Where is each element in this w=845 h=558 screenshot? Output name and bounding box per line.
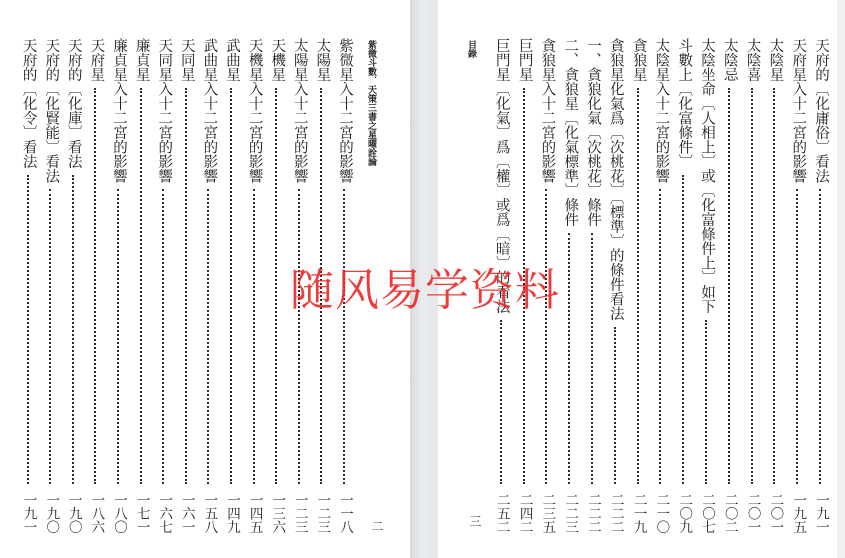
toc-leader-dots xyxy=(682,175,684,484)
toc-entry-title: 天機星入十二宮的影響 xyxy=(246,38,263,183)
running-header-left: 紫微斗數．天策三書之星曜詮論 xyxy=(366,40,376,166)
toc-entry-title: 太陰忌 xyxy=(721,38,738,82)
toc-entry xyxy=(18,0,40,558)
toc-entry xyxy=(85,0,107,558)
toc-entry-page: 一七一 xyxy=(133,493,150,534)
toc-entry-page: 一九〇 xyxy=(65,493,82,534)
toc-entry xyxy=(108,0,130,558)
toc-leader-dots xyxy=(27,175,29,484)
toc-entry xyxy=(559,0,581,558)
toc-leader-dots xyxy=(343,189,345,484)
toc-entry-title: 巨門星 xyxy=(516,38,533,82)
toc-leader-dots xyxy=(591,233,593,484)
toc-entry xyxy=(742,0,764,558)
toc-entry-page: 二四二 xyxy=(516,493,533,534)
toc-leader-dots xyxy=(72,175,74,484)
toc-entry xyxy=(176,0,198,558)
toc-leader-dots xyxy=(659,189,661,484)
toc-leader-dots xyxy=(500,320,502,484)
toc-entry-title: 武曲星入十二宮的影響 xyxy=(201,38,218,183)
toc-leader-dots xyxy=(275,88,277,484)
toc-entry-title: 太陽星 xyxy=(314,38,331,82)
toc-leader-dots xyxy=(796,189,798,484)
toc-entry-page: 一二三 xyxy=(291,493,308,534)
toc-entry-page: 二二二 xyxy=(607,493,624,534)
toc-entry-page: 一二三 xyxy=(314,493,331,534)
toc-entry-title: 廉貞星入十二宮的影響 xyxy=(111,38,127,183)
toc-entry xyxy=(198,0,220,558)
toc-entry-title: 天府星 xyxy=(88,38,105,82)
toc-entry-page: 一九一 xyxy=(813,493,829,534)
toc-entry xyxy=(266,0,288,558)
toc-entry-title: 天同星 xyxy=(178,38,195,82)
toc-leader-dots xyxy=(207,189,209,484)
running-header-right: 目錄 xyxy=(466,40,476,58)
toc-entry-title: 天機星 xyxy=(269,38,286,82)
toc-entry-title: 天府的〔化庸俗〕看法 xyxy=(813,38,829,183)
toc-entry-page: 二一九 xyxy=(630,493,647,534)
folio-left: 二 xyxy=(370,520,384,532)
toc-leader-dots xyxy=(117,189,119,484)
toc-leader-dots xyxy=(773,88,775,484)
toc-entry-page: 一五八 xyxy=(201,493,218,534)
toc-entry-page: 一八六 xyxy=(88,493,105,534)
toc-entry xyxy=(696,0,718,558)
toc-entry-page: 二〇九 xyxy=(676,493,693,534)
toc-leader-dots xyxy=(140,88,142,484)
toc-leader-dots xyxy=(751,88,753,484)
toc-entry-title: 天府的〔化庫〕看法 xyxy=(65,38,82,169)
toc-entry-title: 二、貪狼星〔化氣標準〕條件 xyxy=(562,38,579,227)
toc-leader-dots xyxy=(253,189,255,484)
toc-entry-title: 太陰星 xyxy=(767,38,784,82)
toc-entry-page: 一九〇 xyxy=(43,493,60,534)
toc-entry-page: 二〇一 xyxy=(744,493,761,534)
toc-leader-dots xyxy=(162,189,164,484)
toc-entry xyxy=(628,0,650,558)
toc-entry xyxy=(810,0,832,558)
toc-entry-page: 二五二 xyxy=(493,493,510,534)
toc-entry-title: 天同星入十二宮的影響 xyxy=(156,38,173,183)
toc-leader-dots xyxy=(568,233,570,484)
toc-entry-title: 天府的〔化賢能〕看法 xyxy=(43,38,60,183)
toc-entry-page: 一三六 xyxy=(269,493,286,534)
toc-leader-dots xyxy=(94,88,96,484)
toc-entry-page: 二三五 xyxy=(539,493,556,534)
toc-entry xyxy=(719,0,741,558)
toc-leader-dots xyxy=(545,189,547,484)
toc-entry-title: 貪狼星化氣爲〔次桃花〕〔標準〕的條件看法 xyxy=(607,38,624,321)
toc-entry-title: 廉貞星 xyxy=(133,38,150,82)
toc-entry-page: 一四九 xyxy=(224,493,240,534)
toc-entry xyxy=(153,0,175,558)
toc-entry-page: 一九一 xyxy=(20,493,37,534)
toc-entry xyxy=(582,0,604,558)
toc-entry-title: 一、貪狼化氣〔次桃花〕條件 xyxy=(585,38,601,227)
toc-entry-page: 二〇二 xyxy=(721,493,738,534)
toc-entry xyxy=(244,0,266,558)
folio-right: 三 xyxy=(468,515,482,527)
toc-leader-dots xyxy=(705,320,707,484)
toc-entry xyxy=(764,0,786,558)
toc-entry-title: 巨門星〔化氣〕爲〔權〕或爲〔暗〕的看法 xyxy=(493,38,510,314)
toc-entry-title: 武曲星 xyxy=(224,38,240,82)
toc-entry-page: 二二二 xyxy=(585,493,601,534)
toc-entry-title: 紫微星入十二宮的影響 xyxy=(337,38,353,183)
toc-entry xyxy=(221,0,243,558)
toc-entry-page: 一八〇 xyxy=(111,493,127,534)
toc-leader-dots xyxy=(49,189,51,484)
scrollbar[interactable] xyxy=(837,0,845,558)
toc-entry-title: 斗數上〔化富條件〕 xyxy=(676,38,693,169)
toc-leader-dots xyxy=(614,327,616,484)
toc-leader-dots xyxy=(298,189,300,484)
toc-entry-title: 天府的〔化令〕看法 xyxy=(20,38,37,169)
toc-entry-page: 二〇一 xyxy=(767,493,784,534)
toc-leader-dots xyxy=(230,88,232,484)
toc-entry xyxy=(787,0,809,558)
toc-entry-page: 一六一 xyxy=(178,493,195,534)
toc-entry-page: 一九五 xyxy=(790,493,807,534)
toc-entry-page: 二一〇 xyxy=(653,493,670,534)
toc-entry xyxy=(605,0,627,558)
toc-leader-dots xyxy=(637,88,639,484)
toc-entry-title: 貪狼星 xyxy=(630,38,647,82)
watermark-text: 随风易学资料 xyxy=(290,265,560,316)
toc-entry xyxy=(673,0,695,558)
toc-leader-dots xyxy=(728,88,730,484)
toc-entry xyxy=(650,0,672,558)
toc-entry-page: 二二三 xyxy=(562,493,579,534)
toc-entry-page: 一六七 xyxy=(156,493,173,534)
toc-entry-title: 太陽星入十二宮的影響 xyxy=(291,38,308,183)
toc-leader-dots xyxy=(185,88,187,484)
toc-entry xyxy=(63,0,85,558)
toc-entry-page: 二〇七 xyxy=(699,493,715,534)
toc-entry-title: 太陰星入十二宮的影響 xyxy=(653,38,670,183)
toc-entry-page: 一四五 xyxy=(246,493,263,534)
toc-entry-title: 天府星入十二宮的影響 xyxy=(790,38,807,183)
toc-entry-page: 一一八 xyxy=(337,493,353,534)
toc-entry-title: 太陰坐命〔人相上〕或〔化富條件上〕如下 xyxy=(699,38,715,314)
toc-entry xyxy=(131,0,153,558)
toc-entry xyxy=(40,0,62,558)
toc-entry-title: 太陰喜 xyxy=(744,38,761,82)
toc-entry-title: 貪狼星入十二宮的影響 xyxy=(539,38,556,183)
toc-leader-dots xyxy=(819,189,821,484)
